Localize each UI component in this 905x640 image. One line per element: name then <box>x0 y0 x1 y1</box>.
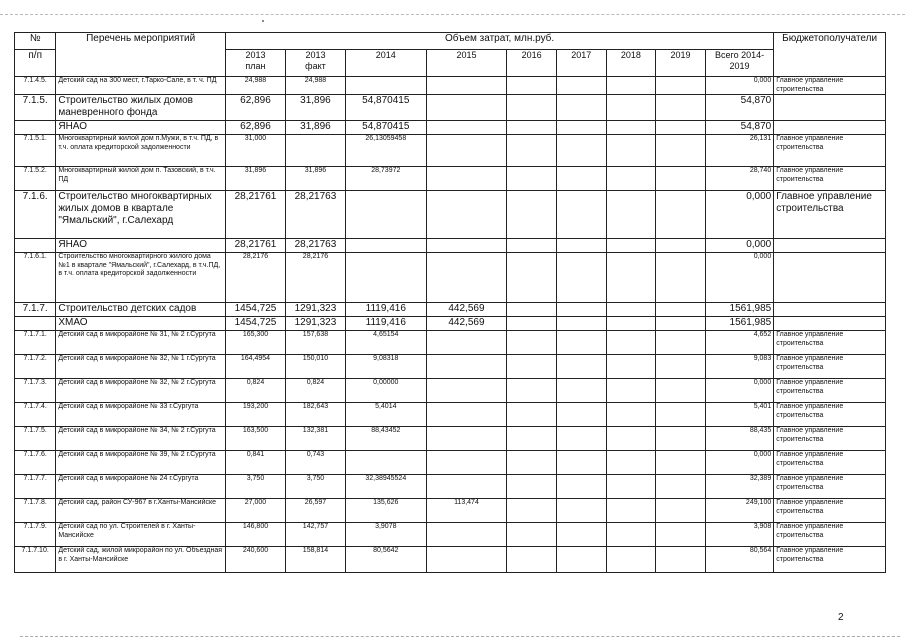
header-year-2017: 2017 <box>556 50 606 77</box>
row-value-2015 <box>426 379 507 403</box>
row-fact-2013: 1291,323 <box>285 317 345 331</box>
row-plan-2013: 164,4954 <box>225 355 285 379</box>
row-value-2018 <box>606 451 656 475</box>
row-value-2019 <box>656 451 706 475</box>
row-recipient: Главное управление строительства <box>774 451 886 475</box>
row-recipient <box>774 253 886 303</box>
row-fact-2013: 28,21763 <box>285 239 345 253</box>
table-row <box>15 303 886 317</box>
row-fact-2013: 150,010 <box>285 355 345 379</box>
table-row <box>15 331 886 355</box>
row-total: 0,000 <box>705 239 773 253</box>
row-value-2018 <box>606 191 656 239</box>
row-plan-2013: 1454,725 <box>225 317 285 331</box>
row-code <box>15 121 56 135</box>
table-row <box>15 253 886 303</box>
row-plan-2013: 31,000 <box>225 135 285 167</box>
row-value-2015 <box>426 121 507 135</box>
row-value-2019 <box>656 403 706 427</box>
row-value-2016 <box>507 167 557 191</box>
row-name: Строительство жилых домов маневренного фонда <box>56 95 226 121</box>
row-value-2014: 28,73972 <box>345 167 426 191</box>
row-plan-2013: 165,300 <box>225 331 285 355</box>
row-recipient <box>774 239 886 253</box>
row-value-2014: 54,870415 <box>345 121 426 135</box>
row-fact-2013 <box>285 135 345 167</box>
table-row <box>15 547 886 573</box>
row-total: 0,000 <box>705 77 773 95</box>
row-fact-2013: 28,2176 <box>285 253 345 303</box>
scan-edge-bottom <box>20 636 900 637</box>
row-value-2015: 442,569 <box>426 303 507 317</box>
row-name: Детский сад в микрорайоне № 24 г.Сургута <box>56 475 226 499</box>
row-value-2017 <box>556 239 606 253</box>
header-number: № <box>15 33 56 50</box>
row-value-2016 <box>507 95 557 121</box>
row-recipient: Главное управление строительства <box>774 523 886 547</box>
row-name: Детский сад, жилой микрорайон по ул. Объездная в г. Ханты-Мансийске <box>56 547 226 573</box>
row-value-2017 <box>556 355 606 379</box>
table-row <box>15 523 886 547</box>
row-value-2017 <box>556 547 606 573</box>
table-row <box>15 77 886 95</box>
row-total: 3,908 <box>705 523 773 547</box>
row-recipient: Главное управление строительства <box>774 547 886 573</box>
table-row <box>15 403 886 427</box>
row-total: 26,131 <box>705 135 773 167</box>
row-value-2014: 4,65154 <box>345 331 426 355</box>
row-recipient: Главное управление строительства <box>774 379 886 403</box>
header-year-2013-fact: 2013 факт <box>285 50 345 77</box>
budget-table <box>14 32 886 573</box>
row-name: ЯНАО <box>56 121 226 135</box>
row-value-2019 <box>656 547 706 573</box>
row-name: Многоквартирный жилой дом п.Мужи, в т.ч. ПД, в т.ч. оплата кредиторской задолженности <box>56 135 226 167</box>
row-value-2015 <box>426 253 507 303</box>
row-value-2016 <box>507 303 557 317</box>
row-value-2015 <box>426 239 507 253</box>
row-plan-2013: 1454,725 <box>225 303 285 317</box>
row-value-2017 <box>556 451 606 475</box>
row-fact-2013: 182,643 <box>285 403 345 427</box>
row-value-2017 <box>556 77 606 95</box>
row-value-2014 <box>345 253 426 303</box>
row-value-2018 <box>606 379 656 403</box>
row-value-2014: 54,870415 <box>345 95 426 121</box>
row-name: Строительство многоквартирного жилого дома №1 в квартале "Ямальский", г.Салехард, в т.ч.ПД, в т.ч. оплата кредиторской задолженности <box>56 253 226 303</box>
row-name: Детский сад, район СУ-967 в г.Ханты-Мансийске <box>56 499 226 523</box>
row-value-2015 <box>426 523 507 547</box>
row-value-2019 <box>656 475 706 499</box>
row-total: 0,000 <box>705 451 773 475</box>
row-value-2015 <box>426 403 507 427</box>
row-value-2017 <box>556 121 606 135</box>
row-recipient: Главное управление строительства <box>774 475 886 499</box>
row-fact-2013: 31,896 <box>285 167 345 191</box>
row-fact-2013: 28,21763 <box>285 191 345 239</box>
row-value-2019 <box>656 427 706 451</box>
row-name: Детский сад в микрорайоне № 32, № 1 г.Сургута <box>56 355 226 379</box>
row-value-2019 <box>656 523 706 547</box>
header-year-2016: 2016 <box>507 50 557 77</box>
row-value-2014: 1119,416 <box>345 317 426 331</box>
row-value-2014: 26,13059458 <box>345 135 426 167</box>
row-total: 54,870 <box>705 121 773 135</box>
row-value-2017 <box>556 135 606 167</box>
table-row <box>15 317 886 331</box>
row-code <box>15 239 56 253</box>
row-total: 1561,985 <box>705 317 773 331</box>
row-value-2018 <box>606 499 656 523</box>
row-value-2015 <box>426 427 507 451</box>
row-value-2019 <box>656 135 706 167</box>
row-total: 28,740 <box>705 167 773 191</box>
row-code: 7.1.7.5. <box>15 427 56 451</box>
row-name: Многоквартирный жилой дом п. Тазовский, в т.ч. ПД <box>56 167 226 191</box>
header-costs: Объем затрат, млн.руб. <box>225 33 773 50</box>
row-value-2016 <box>507 355 557 379</box>
row-name: Строительство многоквартирных жилых домов в квартале "Ямальский", г.Салехард <box>56 191 226 239</box>
row-value-2018 <box>606 317 656 331</box>
table-row <box>15 475 886 499</box>
row-total: 88,435 <box>705 427 773 451</box>
row-code: 7.1.5. <box>15 95 56 121</box>
row-value-2014: 0,00000 <box>345 379 426 403</box>
table-row <box>15 379 886 403</box>
row-name: Строительство детских садов <box>56 303 226 317</box>
row-value-2016 <box>507 451 557 475</box>
row-plan-2013: 28,21761 <box>225 191 285 239</box>
row-value-2018 <box>606 253 656 303</box>
row-value-2014: 3,9078 <box>345 523 426 547</box>
table-row <box>15 135 886 167</box>
row-fact-2013: 31,896 <box>285 95 345 121</box>
row-code: 7.1.7. <box>15 303 56 317</box>
row-value-2018 <box>606 523 656 547</box>
header-year-2013-plan: 2013 план <box>225 50 285 77</box>
row-value-2015 <box>426 95 507 121</box>
row-value-2017 <box>556 191 606 239</box>
row-value-2018 <box>606 121 656 135</box>
table-row <box>15 167 886 191</box>
row-name: Детский сад по ул. Строителей в г. Ханты-Мансийске <box>56 523 226 547</box>
row-value-2018 <box>606 547 656 573</box>
row-value-2018 <box>606 77 656 95</box>
row-total: 4,652 <box>705 331 773 355</box>
row-fact-2013: 3,750 <box>285 475 345 499</box>
table-row <box>15 355 886 379</box>
row-value-2014: 135,626 <box>345 499 426 523</box>
row-total: 0,000 <box>705 379 773 403</box>
table-header <box>15 33 886 77</box>
row-value-2018 <box>606 427 656 451</box>
row-value-2018 <box>606 167 656 191</box>
row-value-2017 <box>556 95 606 121</box>
row-fact-2013: 24,988 <box>285 77 345 95</box>
row-fact-2013: 1291,323 <box>285 303 345 317</box>
row-value-2019 <box>656 253 706 303</box>
row-code: 7.1.5.2. <box>15 167 56 191</box>
header-number-sub: п/п <box>15 50 56 77</box>
row-value-2014 <box>345 77 426 95</box>
row-value-2018 <box>606 475 656 499</box>
row-recipient: Главное управление строительства <box>774 355 886 379</box>
row-value-2016 <box>507 253 557 303</box>
row-code: 7.1.4.5. <box>15 77 56 95</box>
table-row <box>15 121 886 135</box>
row-value-2016 <box>507 547 557 573</box>
row-fact-2013: 0,743 <box>285 451 345 475</box>
row-recipient <box>774 95 886 121</box>
row-value-2016 <box>507 77 557 95</box>
row-total: 0,000 <box>705 191 773 239</box>
row-value-2016 <box>507 317 557 331</box>
row-value-2019 <box>656 77 706 95</box>
row-value-2016 <box>507 121 557 135</box>
row-value-2014: 9,08318 <box>345 355 426 379</box>
row-value-2016 <box>507 379 557 403</box>
row-code: 7.1.7.4. <box>15 403 56 427</box>
row-name: Детский сад в микрорайоне № 31, № 2 г.Сургута <box>56 331 226 355</box>
row-value-2015 <box>426 135 507 167</box>
row-fact-2013: 26,597 <box>285 499 345 523</box>
row-code: 7.1.6. <box>15 191 56 239</box>
row-plan-2013: 62,896 <box>225 121 285 135</box>
row-name: Детский сад на 300 мест, г.Тарко-Сале, в т. ч. ПД <box>56 77 226 95</box>
row-total: 0,000 <box>705 253 773 303</box>
row-value-2014: 32,38945524 <box>345 475 426 499</box>
header-year-2019: 2019 <box>656 50 706 77</box>
row-value-2019 <box>656 331 706 355</box>
row-value-2017 <box>556 331 606 355</box>
row-value-2015 <box>426 451 507 475</box>
row-recipient <box>774 317 886 331</box>
row-value-2018 <box>606 331 656 355</box>
header-year-2015: 2015 <box>426 50 507 77</box>
row-value-2017 <box>556 499 606 523</box>
row-plan-2013: 28,2176 <box>225 253 285 303</box>
row-value-2017 <box>556 475 606 499</box>
row-total: 32,389 <box>705 475 773 499</box>
row-recipient: Главное управление строительства <box>774 191 886 239</box>
row-code: 7.1.5.1. <box>15 135 56 167</box>
row-value-2016 <box>507 475 557 499</box>
row-value-2016 <box>507 135 557 167</box>
row-fact-2013: 31,896 <box>285 121 345 135</box>
row-value-2018 <box>606 403 656 427</box>
row-value-2015: 442,569 <box>426 317 507 331</box>
row-recipient <box>774 121 886 135</box>
row-value-2014: 88,43452 <box>345 427 426 451</box>
row-plan-2013: 27,000 <box>225 499 285 523</box>
row-name: Детский сад в микрорайоне № 32, № 2 г.Сургута <box>56 379 226 403</box>
row-plan-2013: 146,800 <box>225 523 285 547</box>
header-total: Всего 2014-2019 <box>705 50 773 77</box>
row-value-2019 <box>656 499 706 523</box>
row-code: 7.1.7.6. <box>15 451 56 475</box>
row-name: Детский сад в микрорайоне № 39, № 2 г.Сургута <box>56 451 226 475</box>
row-value-2014 <box>345 451 426 475</box>
row-recipient: Главное управление строительства <box>774 331 886 355</box>
row-value-2016 <box>507 427 557 451</box>
table-row <box>15 427 886 451</box>
row-fact-2013: 158,814 <box>285 547 345 573</box>
row-value-2014 <box>345 191 426 239</box>
row-value-2017 <box>556 523 606 547</box>
row-total: 5,401 <box>705 403 773 427</box>
row-plan-2013: 3,750 <box>225 475 285 499</box>
row-value-2016 <box>507 499 557 523</box>
table-row <box>15 499 886 523</box>
row-value-2017 <box>556 303 606 317</box>
row-value-2019 <box>656 379 706 403</box>
table-row <box>15 239 886 253</box>
row-value-2016 <box>507 191 557 239</box>
row-recipient: Главное управление строительства <box>774 167 886 191</box>
row-total: 9,083 <box>705 355 773 379</box>
row-plan-2013: 31,896 <box>225 167 285 191</box>
row-code <box>15 317 56 331</box>
row-code: 7.1.7.1. <box>15 331 56 355</box>
row-value-2018 <box>606 95 656 121</box>
row-value-2017 <box>556 427 606 451</box>
row-value-2015: 113,474 <box>426 499 507 523</box>
row-value-2015 <box>426 167 507 191</box>
scan-edge-top <box>0 14 905 15</box>
header-year-2014: 2014 <box>345 50 426 77</box>
row-code: 7.1.7.9. <box>15 523 56 547</box>
row-value-2019 <box>656 355 706 379</box>
row-value-2014: 1119,416 <box>345 303 426 317</box>
row-plan-2013: 24,988 <box>225 77 285 95</box>
row-value-2017 <box>556 403 606 427</box>
row-fact-2013: 132,381 <box>285 427 345 451</box>
row-code: 7.1.7.8. <box>15 499 56 523</box>
row-value-2014: 80,5642 <box>345 547 426 573</box>
row-plan-2013: 28,21761 <box>225 239 285 253</box>
row-name: ХМАО <box>56 317 226 331</box>
row-code: 7.1.7.10. <box>15 547 56 573</box>
row-value-2019 <box>656 191 706 239</box>
row-value-2016 <box>507 523 557 547</box>
row-recipient: Главное управление строительства <box>774 499 886 523</box>
row-value-2018 <box>606 355 656 379</box>
row-value-2017 <box>556 317 606 331</box>
table-row <box>15 95 886 121</box>
row-total: 80,564 <box>705 547 773 573</box>
scan-speck <box>262 20 264 22</box>
table-row <box>15 451 886 475</box>
header-measures: Перечень мероприятий <box>56 33 226 77</box>
header-year-2018: 2018 <box>606 50 656 77</box>
row-value-2019 <box>656 303 706 317</box>
row-name: Детский сад в микрорайоне № 34, № 2 г.Сургута <box>56 427 226 451</box>
row-value-2015 <box>426 191 507 239</box>
row-value-2015 <box>426 547 507 573</box>
row-value-2019 <box>656 121 706 135</box>
row-recipient: Главное управление строительства <box>774 403 886 427</box>
row-value-2014: 5,4014 <box>345 403 426 427</box>
row-total: 249,100 <box>705 499 773 523</box>
row-value-2016 <box>507 331 557 355</box>
row-code: 7.1.6.1. <box>15 253 56 303</box>
row-value-2019 <box>656 239 706 253</box>
row-value-2015 <box>426 475 507 499</box>
row-name: ЯНАО <box>56 239 226 253</box>
row-plan-2013: 62,896 <box>225 95 285 121</box>
row-recipient: Главное управление строительства <box>774 77 886 95</box>
table-row <box>15 191 886 239</box>
row-name: Детский сад в микрорайоне № 33 г.Сургута <box>56 403 226 427</box>
row-plan-2013: 163,500 <box>225 427 285 451</box>
row-code: 7.1.7.7. <box>15 475 56 499</box>
row-recipient <box>774 303 886 317</box>
row-plan-2013: 0,824 <box>225 379 285 403</box>
row-recipient: Главное управление строительства <box>774 427 886 451</box>
row-fact-2013: 142,757 <box>285 523 345 547</box>
row-value-2015 <box>426 77 507 95</box>
row-value-2014 <box>345 239 426 253</box>
row-total: 54,870 <box>705 95 773 121</box>
row-value-2019 <box>656 95 706 121</box>
row-value-2018 <box>606 239 656 253</box>
row-value-2019 <box>656 167 706 191</box>
row-fact-2013: 0,824 <box>285 379 345 403</box>
row-value-2017 <box>556 253 606 303</box>
table-body <box>15 77 886 573</box>
row-value-2018 <box>606 303 656 317</box>
row-total: 1561,985 <box>705 303 773 317</box>
row-value-2017 <box>556 379 606 403</box>
row-value-2017 <box>556 167 606 191</box>
row-value-2015 <box>426 331 507 355</box>
row-value-2019 <box>656 317 706 331</box>
row-value-2016 <box>507 403 557 427</box>
row-plan-2013: 193,200 <box>225 403 285 427</box>
row-value-2015 <box>426 355 507 379</box>
row-code: 7.1.7.2. <box>15 355 56 379</box>
header-recipients: Бюджетополучатели <box>774 33 886 77</box>
row-value-2016 <box>507 239 557 253</box>
row-plan-2013: 240,600 <box>225 547 285 573</box>
page-number: 2 <box>838 612 844 623</box>
row-value-2018 <box>606 135 656 167</box>
row-fact-2013: 157,638 <box>285 331 345 355</box>
row-code: 7.1.7.3. <box>15 379 56 403</box>
row-plan-2013: 0,841 <box>225 451 285 475</box>
row-recipient: Главное управление строительства <box>774 135 886 167</box>
